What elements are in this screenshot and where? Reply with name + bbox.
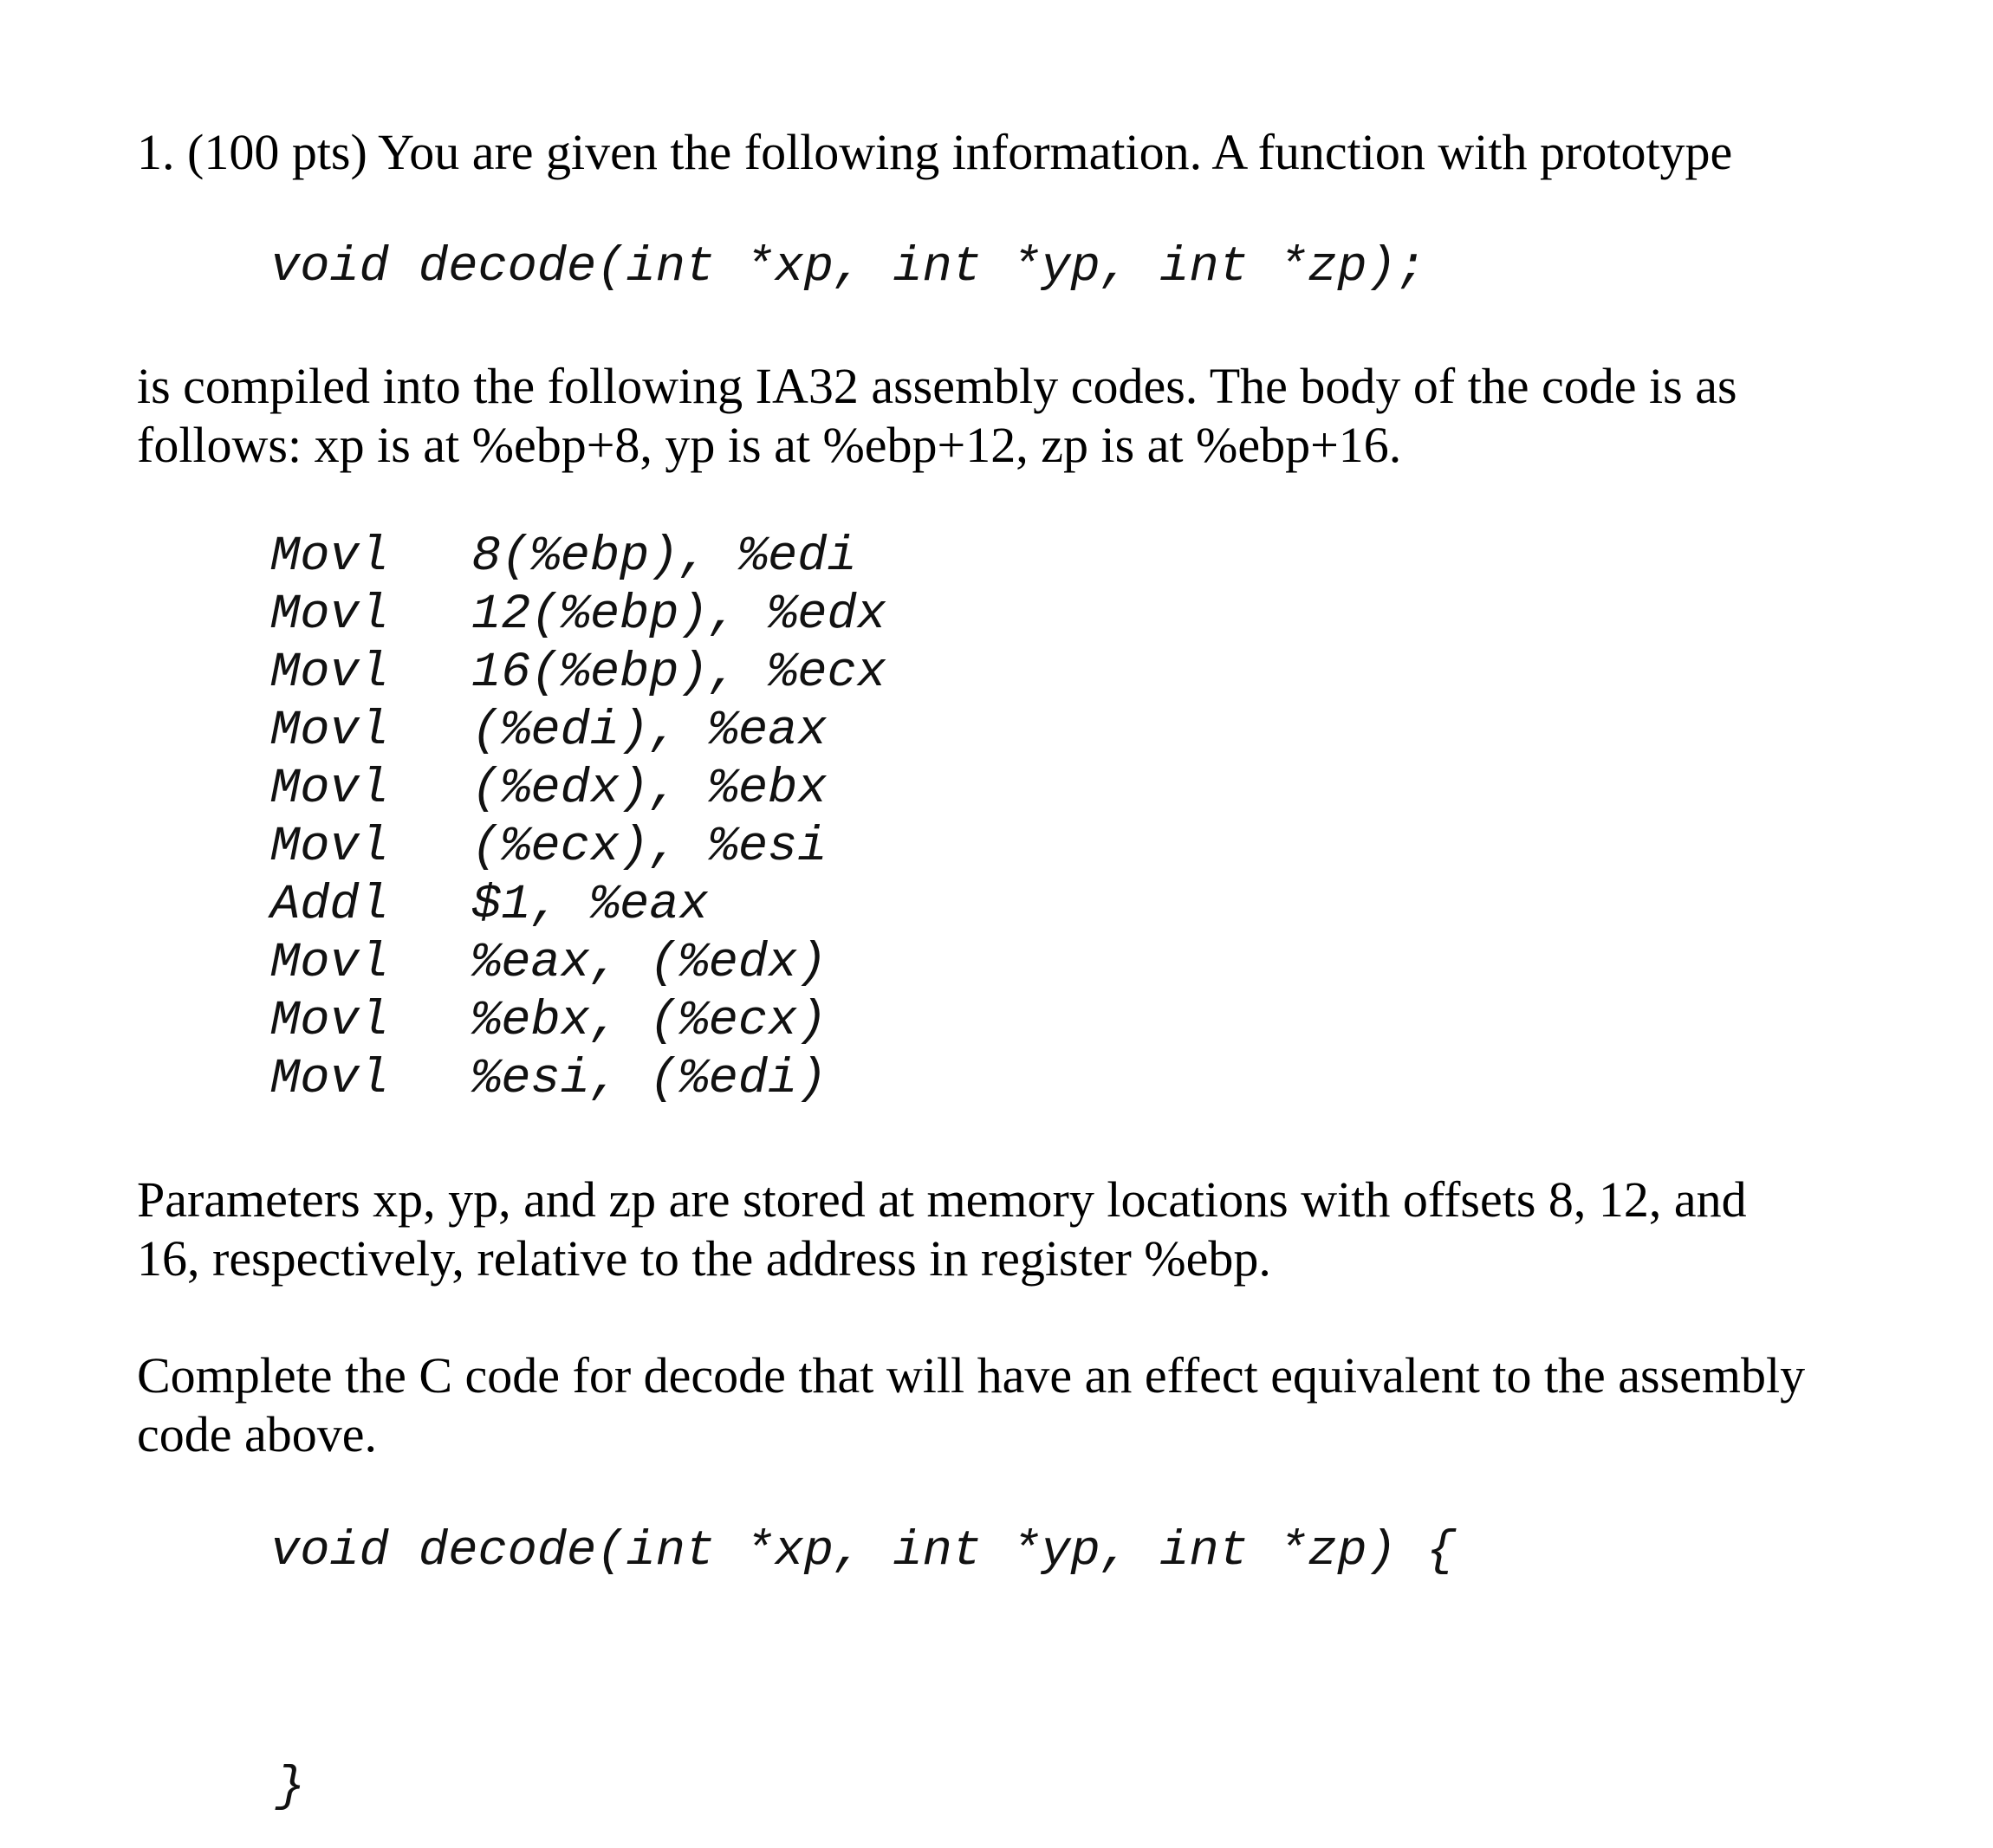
assembly-opcode: Movl	[270, 587, 389, 643]
assembly-opcode: Movl	[270, 1052, 389, 1107]
assembly-operands: (%ecx), %esi	[471, 820, 828, 875]
assembly-operands: 12(%ebp), %edx	[471, 587, 886, 643]
compiled-description-line-2: follows: xp is at %ebp+8, yp is at %ebp+12, zp is at %ebp+16.	[137, 417, 1402, 473]
code-template-open: void decode(int *xp, int *yp, int *zp) {	[270, 1524, 1457, 1579]
assembly-operands: 16(%ebp), %ecx	[471, 645, 886, 701]
compiled-description-line-1: is compiled into the following IA32 assembly codes. The body of the code is as	[137, 358, 1737, 414]
assembly-opcode: Movl	[270, 936, 389, 991]
assembly-line	[270, 645, 886, 703]
assembly-line	[270, 993, 886, 1051]
assembly-operands: (%edi), %eax	[471, 704, 828, 759]
assembly-opcode: Movl	[270, 820, 389, 875]
code-template-close: }	[276, 1760, 306, 1815]
assembly-operands: %esi, (%edi)	[471, 1052, 828, 1107]
assembly-line	[270, 761, 886, 819]
answer-area[interactable]	[270, 1611, 1657, 1750]
assembly-listing	[270, 528, 886, 1109]
task-instruction-line-1: Complete the C code for decode that will have an effect equivalent to the assembly	[137, 1347, 1806, 1404]
assembly-opcode: Addl	[270, 878, 389, 933]
assembly-line	[270, 819, 886, 877]
assembly-opcode: Movl	[270, 704, 389, 759]
assembly-opcode: Movl	[270, 762, 389, 817]
assembly-line	[270, 1051, 886, 1109]
assembly-opcode: Movl	[270, 645, 389, 701]
assembly-opcode: Movl	[270, 994, 389, 1049]
assembly-line	[270, 528, 886, 587]
parameters-description-line-2: 16, respectively, relative to the address in register %ebp.	[137, 1230, 1271, 1287]
assembly-operands: %eax, (%edx)	[471, 936, 828, 991]
assembly-operands: (%edx), %ebx	[471, 762, 828, 817]
assembly-line	[270, 877, 886, 935]
assembly-line	[270, 587, 886, 645]
assembly-opcode: Movl	[270, 529, 389, 585]
assembly-line	[270, 703, 886, 761]
assembly-operands: %ebx, (%ecx)	[471, 994, 828, 1049]
problem-intro: 1. (100 pts) You are given the following information. A function with prototype	[137, 124, 1733, 180]
assembly-operands: $1, %eax	[471, 878, 709, 933]
function-prototype: void decode(int *xp, int *yp, int *zp);	[270, 240, 1427, 295]
task-instruction-line-2: code above.	[137, 1406, 377, 1462]
parameters-description-line-1: Parameters xp, yp, and zp are stored at memory locations with offsets 8, 12, and	[137, 1171, 1747, 1228]
assembly-operands: 8(%ebp), %edi	[471, 529, 857, 585]
assembly-line	[270, 935, 886, 993]
